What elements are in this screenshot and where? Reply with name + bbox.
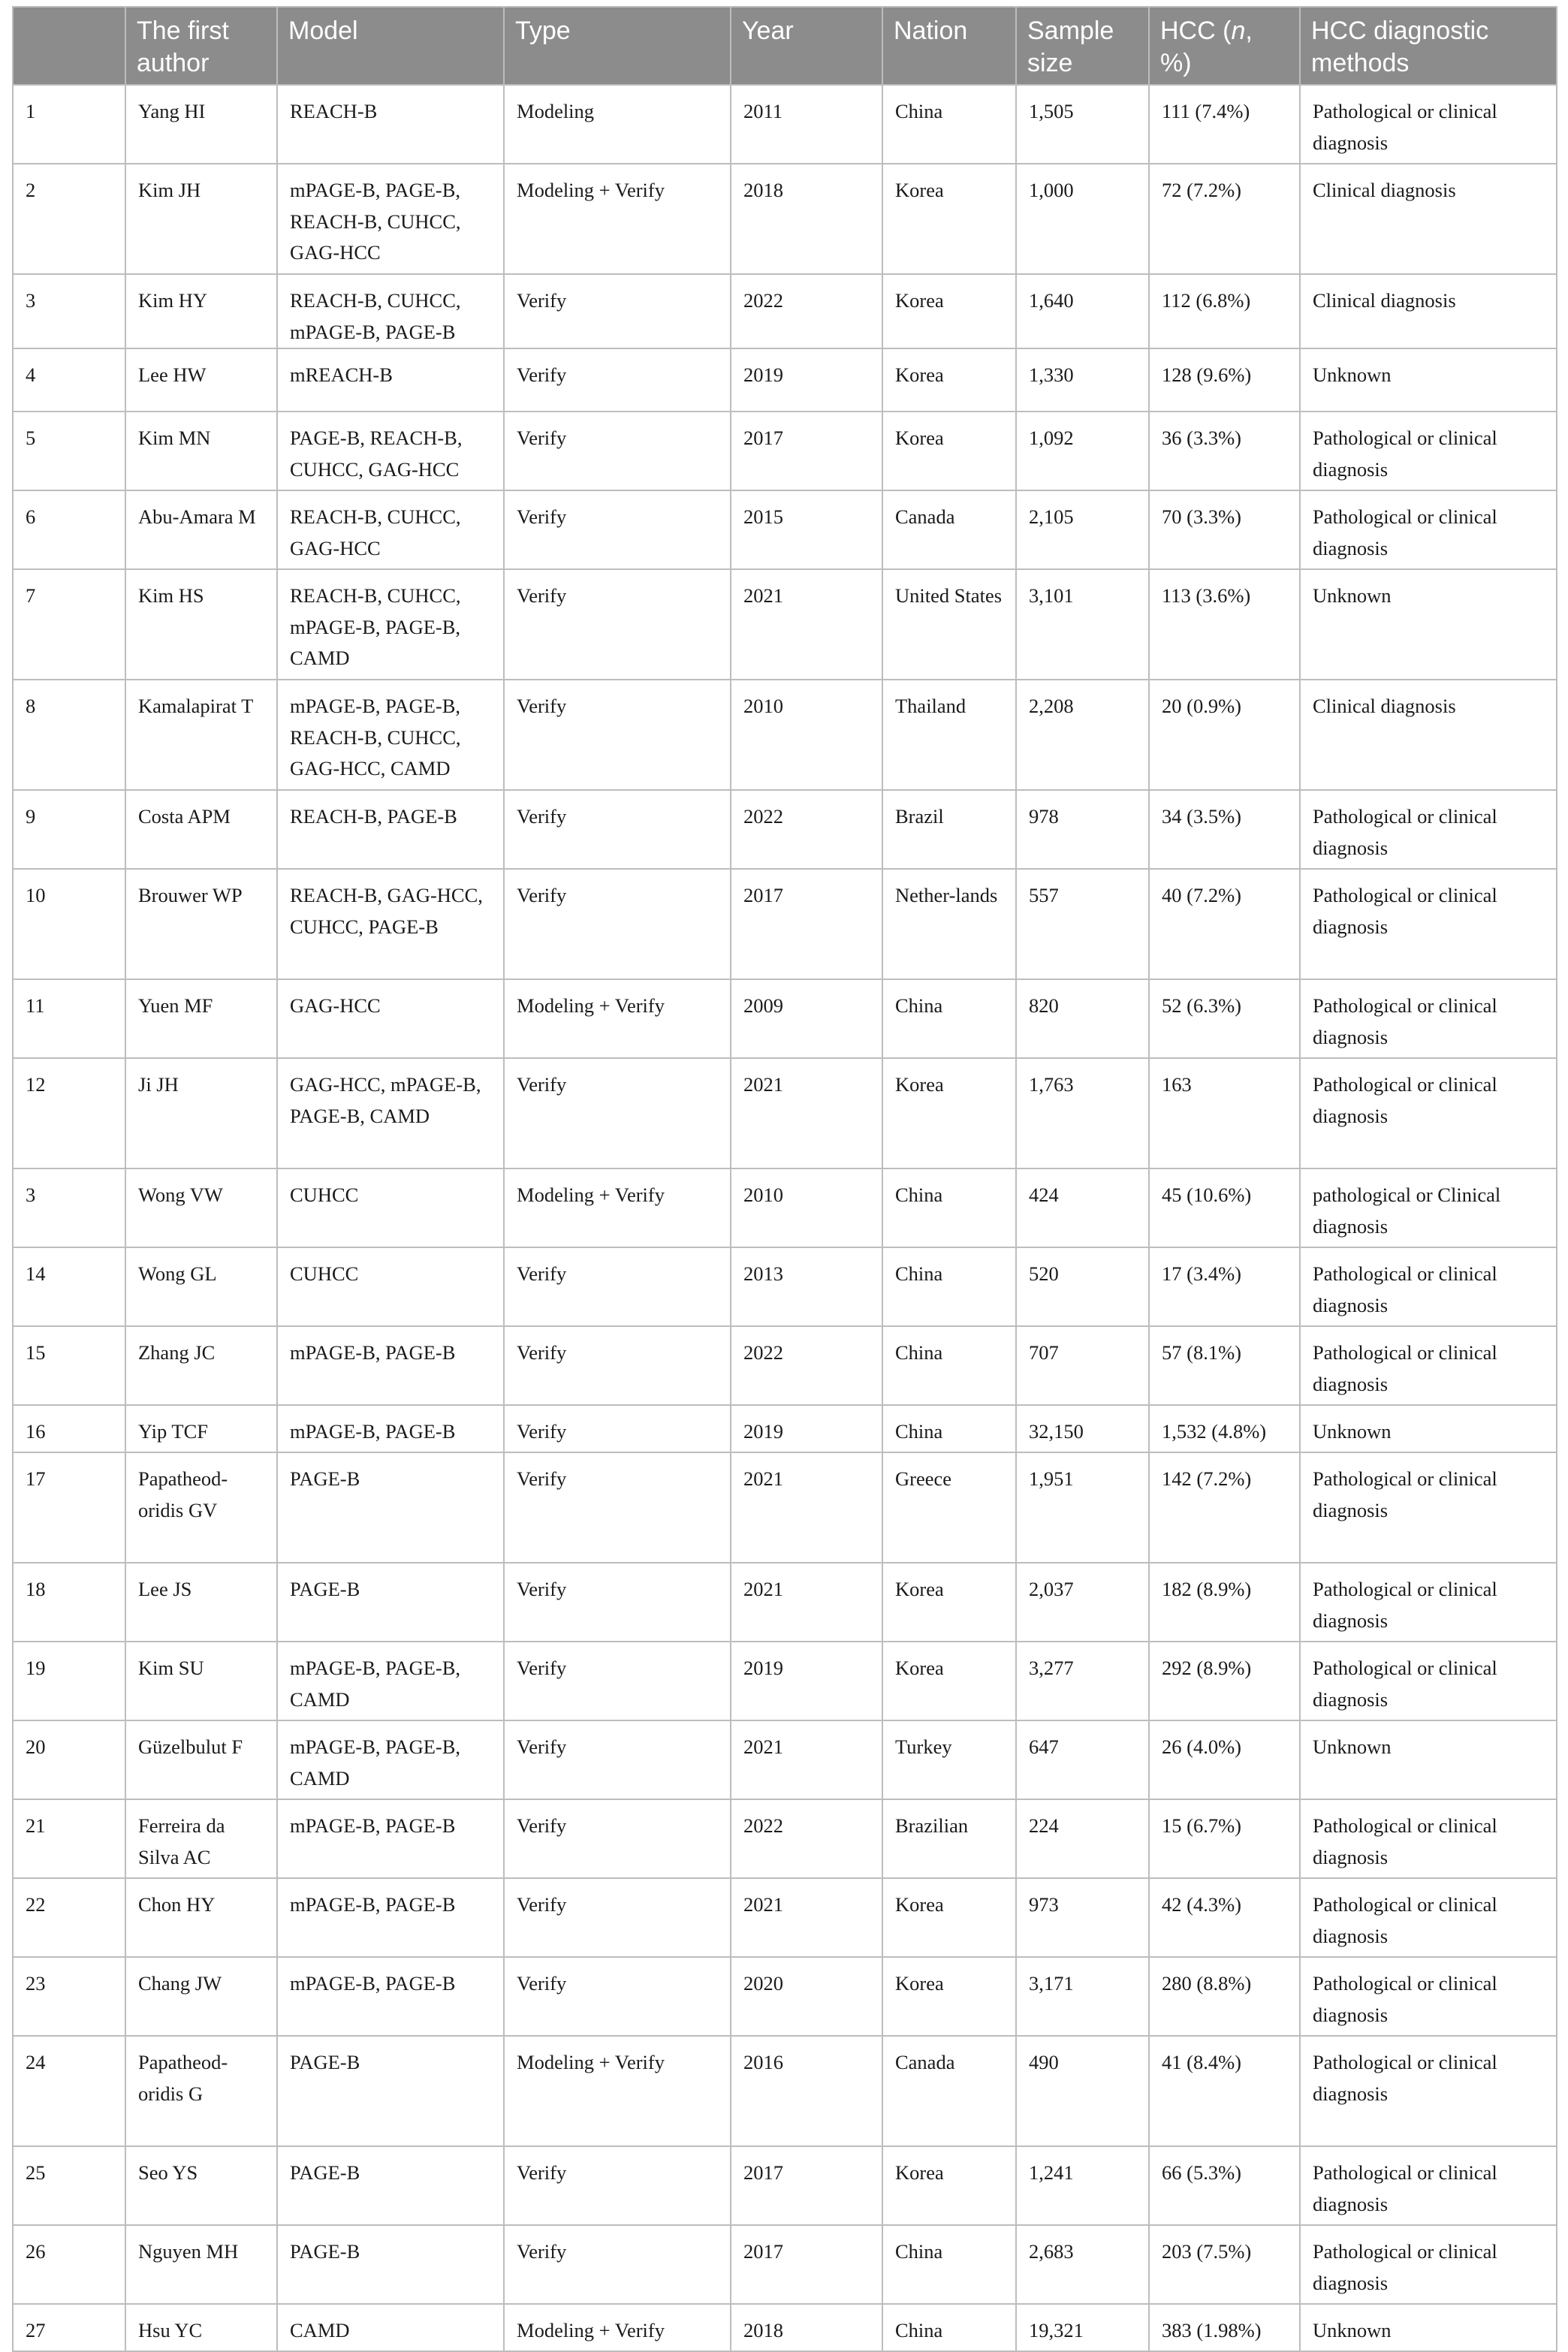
cell-index: 26 — [13, 2225, 125, 2304]
cell-type: Verify — [504, 1642, 731, 1720]
cell-diagnostic-methods: pathological or Clinical diagnosis — [1300, 1168, 1557, 1247]
cell-diagnostic-methods: Pathological or clinical diagnosis — [1300, 1799, 1557, 1878]
table-row — [13, 1168, 1557, 1247]
data-table — [12, 6, 1557, 2352]
cell-year: 2018 — [731, 164, 882, 274]
cell-index: 25 — [13, 2146, 125, 2225]
cell-type: Verify — [504, 274, 731, 348]
cell-diagnostic-methods: Unknown — [1300, 1720, 1557, 1799]
cell-year: 2017 — [731, 2146, 882, 2225]
cell-model: mPAGE-B, PAGE-B — [277, 1326, 504, 1405]
cell-diagnostic-methods: Pathological or clinical diagnosis — [1300, 2036, 1557, 2146]
cell-sample-size: 1,092 — [1016, 412, 1149, 490]
cell-first-author: Abu-Amara M — [125, 490, 277, 569]
cell-diagnostic-methods: Pathological or clinical diagnosis — [1300, 1878, 1557, 1957]
cell-first-author: Kamalapirat T — [125, 680, 277, 790]
table-row — [13, 2304, 1557, 2351]
cell-nation: Turkey — [882, 1720, 1016, 1799]
cell-model: REACH-B, CUHCC, mPAGE-B, PAGE-B, CAMD — [277, 569, 504, 680]
cell-first-author: Papatheod-oridis G — [125, 2036, 277, 2146]
cell-hcc: 383 (1.98%) — [1149, 2304, 1300, 2351]
cell-year: 2021 — [731, 1452, 882, 1563]
cell-model: GAG-HCC, mPAGE-B, PAGE-B, CAMD — [277, 1058, 504, 1168]
cell-first-author: Hsu YC — [125, 2304, 277, 2351]
cell-hcc: 45 (10.6%) — [1149, 1168, 1300, 1247]
cell-diagnostic-methods: Pathological or clinical diagnosis — [1300, 1563, 1557, 1642]
cell-hcc: 111 (7.4%) — [1149, 85, 1300, 164]
cell-nation: China — [882, 979, 1016, 1058]
cell-diagnostic-methods: Unknown — [1300, 2304, 1557, 2351]
cell-type: Verify — [504, 680, 731, 790]
cell-year: 2021 — [731, 1058, 882, 1168]
cell-hcc: 113 (3.6%) — [1149, 569, 1300, 680]
cell-diagnostic-methods: Pathological or clinical diagnosis — [1300, 1957, 1557, 2036]
cell-diagnostic-methods: Unknown — [1300, 569, 1557, 680]
cell-type: Verify — [504, 1720, 731, 1799]
header-diagnostic-methods: HCC diagnostic methods — [1300, 7, 1557, 85]
cell-hcc: 41 (8.4%) — [1149, 2036, 1300, 2146]
cell-year: 2019 — [731, 1405, 882, 1452]
cell-diagnostic-methods: Pathological or clinical diagnosis — [1300, 790, 1557, 869]
cell-type: Verify — [504, 1247, 731, 1326]
cell-model: mPAGE-B, PAGE-B, CAMD — [277, 1642, 504, 1720]
table-row — [13, 569, 1557, 680]
cell-year: 2017 — [731, 869, 882, 979]
cell-hcc: 112 (6.8%) — [1149, 274, 1300, 348]
cell-nation: China — [882, 1247, 1016, 1326]
cell-year: 2013 — [731, 1247, 882, 1326]
cell-first-author: Kim HS — [125, 569, 277, 680]
cell-hcc: 17 (3.4%) — [1149, 1247, 1300, 1326]
cell-hcc: 1,532 (4.8%) — [1149, 1405, 1300, 1452]
table-row — [13, 2225, 1557, 2304]
cell-nation: Korea — [882, 1563, 1016, 1642]
cell-hcc: 70 (3.3%) — [1149, 490, 1300, 569]
table-row — [13, 490, 1557, 569]
table-row — [13, 348, 1557, 412]
table-row — [13, 680, 1557, 790]
cell-nation: Korea — [882, 1642, 1016, 1720]
cell-sample-size: 424 — [1016, 1168, 1149, 1247]
cell-sample-size: 557 — [1016, 869, 1149, 979]
cell-type: Verify — [504, 490, 731, 569]
cell-year: 2021 — [731, 1878, 882, 1957]
cell-type: Modeling — [504, 85, 731, 164]
cell-year: 2020 — [731, 1957, 882, 2036]
cell-hcc: 182 (8.9%) — [1149, 1563, 1300, 1642]
cell-first-author: Yang HI — [125, 85, 277, 164]
cell-first-author: Güzelbulut F — [125, 1720, 277, 1799]
cell-year: 2011 — [731, 85, 882, 164]
cell-index: 24 — [13, 2036, 125, 2146]
cell-year: 2021 — [731, 1720, 882, 1799]
cell-index: 10 — [13, 869, 125, 979]
cell-nation: China — [882, 1168, 1016, 1247]
cell-model: mPAGE-B, PAGE-B, REACH-B, CUHCC, GAG-HCC, CAMD — [277, 680, 504, 790]
table-row — [13, 274, 1557, 348]
cell-index: 21 — [13, 1799, 125, 1878]
table-row — [13, 1957, 1557, 2036]
header-row — [13, 7, 1557, 85]
cell-index: 1 — [13, 85, 125, 164]
cell-first-author: Wong VW — [125, 1168, 277, 1247]
table-row — [13, 2146, 1557, 2225]
cell-first-author: Yip TCF — [125, 1405, 277, 1452]
cell-first-author: Yuen MF — [125, 979, 277, 1058]
table-row — [13, 1642, 1557, 1720]
header-hcc: HCC (n, %) — [1149, 7, 1300, 85]
cell-nation: China — [882, 1326, 1016, 1405]
cell-sample-size: 978 — [1016, 790, 1149, 869]
header-model: Model — [277, 7, 504, 85]
cell-first-author: Papatheod-oridis GV — [125, 1452, 277, 1563]
cell-diagnostic-methods: Clinical diagnosis — [1300, 164, 1557, 274]
cell-type: Verify — [504, 2225, 731, 2304]
cell-sample-size: 2,105 — [1016, 490, 1149, 569]
cell-index: 12 — [13, 1058, 125, 1168]
cell-index: 2 — [13, 164, 125, 274]
cell-model: PAGE-B — [277, 2146, 504, 2225]
cell-type: Verify — [504, 1799, 731, 1878]
cell-year: 2010 — [731, 1168, 882, 1247]
cell-diagnostic-methods: Pathological or clinical diagnosis — [1300, 1058, 1557, 1168]
cell-hcc: 203 (7.5%) — [1149, 2225, 1300, 2304]
cell-year: 2015 — [731, 490, 882, 569]
cell-hcc: 26 (4.0%) — [1149, 1720, 1300, 1799]
cell-sample-size: 224 — [1016, 1799, 1149, 1878]
cell-hcc: 292 (8.9%) — [1149, 1642, 1300, 1720]
cell-nation: Korea — [882, 412, 1016, 490]
cell-sample-size: 1,241 — [1016, 2146, 1149, 2225]
cell-sample-size: 647 — [1016, 1720, 1149, 1799]
cell-model: REACH-B, GAG-HCC, CUHCC, PAGE-B — [277, 869, 504, 979]
cell-type: Verify — [504, 1878, 731, 1957]
table-row — [13, 1878, 1557, 1957]
cell-index: 17 — [13, 1452, 125, 1563]
cell-sample-size: 2,208 — [1016, 680, 1149, 790]
cell-nation: Korea — [882, 1878, 1016, 1957]
cell-type: Modeling + Verify — [504, 164, 731, 274]
header-type: Type — [504, 7, 731, 85]
cell-year: 2021 — [731, 569, 882, 680]
cell-sample-size: 3,101 — [1016, 569, 1149, 680]
cell-model: GAG-HCC — [277, 979, 504, 1058]
cell-diagnostic-methods: Pathological or clinical diagnosis — [1300, 979, 1557, 1058]
cell-model: mPAGE-B, PAGE-B — [277, 1799, 504, 1878]
cell-index: 3 — [13, 274, 125, 348]
cell-model: mPAGE-B, PAGE-B — [277, 1957, 504, 2036]
table-row — [13, 1405, 1557, 1452]
header-index — [13, 7, 125, 85]
cell-index: 22 — [13, 1878, 125, 1957]
cell-type: Verify — [504, 412, 731, 490]
table-row — [13, 1563, 1557, 1642]
cell-first-author: Chang JW — [125, 1957, 277, 2036]
table-row — [13, 790, 1557, 869]
cell-nation: China — [882, 2304, 1016, 2351]
cell-year: 2022 — [731, 1799, 882, 1878]
cell-index: 23 — [13, 1957, 125, 2036]
cell-index: 14 — [13, 1247, 125, 1326]
table-row — [13, 2036, 1557, 2146]
cell-diagnostic-methods: Pathological or clinical diagnosis — [1300, 2225, 1557, 2304]
cell-first-author: Lee HW — [125, 348, 277, 412]
cell-year: 2022 — [731, 790, 882, 869]
cell-nation: Korea — [882, 274, 1016, 348]
cell-nation: Korea — [882, 2146, 1016, 2225]
cell-diagnostic-methods: Pathological or clinical diagnosis — [1300, 1452, 1557, 1563]
cell-type: Modeling + Verify — [504, 979, 731, 1058]
cell-first-author: Lee JS — [125, 1563, 277, 1642]
cell-year: 2018 — [731, 2304, 882, 2351]
cell-first-author: Nguyen MH — [125, 2225, 277, 2304]
cell-model: REACH-B, CUHCC, mPAGE-B, PAGE-B — [277, 274, 504, 348]
cell-sample-size: 1,640 — [1016, 274, 1149, 348]
cell-sample-size: 973 — [1016, 1878, 1149, 1957]
cell-year: 2022 — [731, 1326, 882, 1405]
cell-type: Verify — [504, 1058, 731, 1168]
cell-index: 4 — [13, 348, 125, 412]
cell-sample-size: 820 — [1016, 979, 1149, 1058]
table-row — [13, 1799, 1557, 1878]
cell-model: mREACH-B — [277, 348, 504, 412]
cell-hcc: 20 (0.9%) — [1149, 680, 1300, 790]
cell-model: PAGE-B — [277, 2036, 504, 2146]
cell-nation: China — [882, 85, 1016, 164]
cell-year: 2016 — [731, 2036, 882, 2146]
table-row — [13, 164, 1557, 274]
cell-sample-size: 1,000 — [1016, 164, 1149, 274]
cell-type: Modeling + Verify — [504, 1168, 731, 1247]
cell-index: 19 — [13, 1642, 125, 1720]
cell-diagnostic-methods: Pathological or clinical diagnosis — [1300, 412, 1557, 490]
cell-model: PAGE-B — [277, 1452, 504, 1563]
cell-diagnostic-methods: Pathological or clinical diagnosis — [1300, 1247, 1557, 1326]
cell-diagnostic-methods: Clinical diagnosis — [1300, 680, 1557, 790]
cell-hcc: 128 (9.6%) — [1149, 348, 1300, 412]
cell-type: Verify — [504, 790, 731, 869]
cell-nation: Korea — [882, 164, 1016, 274]
cell-diagnostic-methods: Pathological or clinical diagnosis — [1300, 85, 1557, 164]
cell-type: Verify — [504, 869, 731, 979]
cell-index: 8 — [13, 680, 125, 790]
cell-diagnostic-methods: Pathological or clinical diagnosis — [1300, 1642, 1557, 1720]
cell-type: Verify — [504, 348, 731, 412]
cell-hcc: 142 (7.2%) — [1149, 1452, 1300, 1563]
cell-hcc: 163 — [1149, 1058, 1300, 1168]
cell-model: mPAGE-B, PAGE-B, REACH-B, CUHCC, GAG-HCC — [277, 164, 504, 274]
table-row — [13, 979, 1557, 1058]
cell-index: 7 — [13, 569, 125, 680]
cell-first-author: Seo YS — [125, 2146, 277, 2225]
table-row — [13, 1058, 1557, 1168]
cell-nation: Korea — [882, 1058, 1016, 1168]
table-row — [13, 412, 1557, 490]
cell-diagnostic-methods: Pathological or clinical diagnosis — [1300, 1326, 1557, 1405]
cell-sample-size: 520 — [1016, 1247, 1149, 1326]
cell-nation: Brazil — [882, 790, 1016, 869]
cell-sample-size: 1,763 — [1016, 1058, 1149, 1168]
cell-year: 2019 — [731, 348, 882, 412]
cell-year: 2021 — [731, 1563, 882, 1642]
cell-type: Verify — [504, 2146, 731, 2225]
cell-model: mPAGE-B, PAGE-B, CAMD — [277, 1720, 504, 1799]
cell-index: 3 — [13, 1168, 125, 1247]
cell-diagnostic-methods: Pathological or clinical diagnosis — [1300, 490, 1557, 569]
cell-type: Verify — [504, 1405, 731, 1452]
cell-first-author: Kim SU — [125, 1642, 277, 1720]
cell-sample-size: 19,321 — [1016, 2304, 1149, 2351]
cell-year: 2017 — [731, 2225, 882, 2304]
cell-nation: United States — [882, 569, 1016, 680]
cell-model: PAGE-B, REACH-B, CUHCC, GAG-HCC — [277, 412, 504, 490]
cell-nation: Canada — [882, 490, 1016, 569]
cell-sample-size: 32,150 — [1016, 1405, 1149, 1452]
cell-type: Verify — [504, 1957, 731, 2036]
cell-sample-size: 2,683 — [1016, 2225, 1149, 2304]
cell-model: mPAGE-B, PAGE-B — [277, 1878, 504, 1957]
cell-type: Verify — [504, 1563, 731, 1642]
cell-sample-size: 2,037 — [1016, 1563, 1149, 1642]
table-row — [13, 85, 1557, 164]
cell-nation: Brazilian — [882, 1799, 1016, 1878]
cell-model: REACH-B, PAGE-B — [277, 790, 504, 869]
cell-type: Verify — [504, 1452, 731, 1563]
cell-first-author: Kim HY — [125, 274, 277, 348]
cell-nation: Thailand — [882, 680, 1016, 790]
table-row — [13, 1452, 1557, 1563]
cell-model: CUHCC — [277, 1247, 504, 1326]
cell-hcc: 280 (8.8%) — [1149, 1957, 1300, 2036]
cell-year: 2019 — [731, 1642, 882, 1720]
cell-index: 15 — [13, 1326, 125, 1405]
cell-diagnostic-methods: Pathological or clinical diagnosis — [1300, 869, 1557, 979]
cell-first-author: Ferreira da Silva AC — [125, 1799, 277, 1878]
cell-sample-size: 3,277 — [1016, 1642, 1149, 1720]
cell-nation: Korea — [882, 348, 1016, 412]
cell-model: mPAGE-B, PAGE-B — [277, 1405, 504, 1452]
cell-index: 5 — [13, 412, 125, 490]
cell-type: Modeling + Verify — [504, 2036, 731, 2146]
cell-type: Modeling + Verify — [504, 2304, 731, 2351]
table-row — [13, 1247, 1557, 1326]
cell-index: 27 — [13, 2304, 125, 2351]
cell-nation: China — [882, 2225, 1016, 2304]
cell-year: 2009 — [731, 979, 882, 1058]
cell-model: REACH-B — [277, 85, 504, 164]
cell-first-author: Ji JH — [125, 1058, 277, 1168]
cell-index: 18 — [13, 1563, 125, 1642]
cell-first-author: Wong GL — [125, 1247, 277, 1326]
cell-model: CUHCC — [277, 1168, 504, 1247]
header-sample-size: Sample size — [1016, 7, 1149, 85]
cell-hcc: 34 (3.5%) — [1149, 790, 1300, 869]
cell-first-author: Chon HY — [125, 1878, 277, 1957]
cell-hcc: 72 (7.2%) — [1149, 164, 1300, 274]
cell-index: 20 — [13, 1720, 125, 1799]
cell-first-author: Costa APM — [125, 790, 277, 869]
header-year: Year — [731, 7, 882, 85]
cell-diagnostic-methods: Clinical diagnosis — [1300, 274, 1557, 348]
cell-type: Verify — [504, 1326, 731, 1405]
cell-sample-size: 1,330 — [1016, 348, 1149, 412]
cell-sample-size: 707 — [1016, 1326, 1149, 1405]
table-row — [13, 869, 1557, 979]
cell-diagnostic-methods: Unknown — [1300, 348, 1557, 412]
cell-sample-size: 1,951 — [1016, 1452, 1149, 1563]
cell-year: 2017 — [731, 412, 882, 490]
cell-sample-size: 490 — [1016, 2036, 1149, 2146]
cell-model: PAGE-B — [277, 1563, 504, 1642]
cell-nation: Korea — [882, 1957, 1016, 2036]
cell-year: 2010 — [731, 680, 882, 790]
cell-index: 6 — [13, 490, 125, 569]
table-row — [13, 1326, 1557, 1405]
cell-nation: Canada — [882, 2036, 1016, 2146]
header-first-author: The first author — [125, 7, 277, 85]
cell-hcc: 15 (6.7%) — [1149, 1799, 1300, 1878]
cell-hcc: 52 (6.3%) — [1149, 979, 1300, 1058]
cell-first-author: Kim JH — [125, 164, 277, 274]
cell-hcc: 66 (5.3%) — [1149, 2146, 1300, 2225]
cell-index: 9 — [13, 790, 125, 869]
cell-index: 11 — [13, 979, 125, 1058]
cell-nation: China — [882, 1405, 1016, 1452]
cell-model: PAGE-B — [277, 2225, 504, 2304]
cell-sample-size: 1,505 — [1016, 85, 1149, 164]
cell-hcc: 42 (4.3%) — [1149, 1878, 1300, 1957]
cell-first-author: Zhang JC — [125, 1326, 277, 1405]
cell-model: CAMD — [277, 2304, 504, 2351]
cell-sample-size: 3,171 — [1016, 1957, 1149, 2036]
cell-first-author: Brouwer WP — [125, 869, 277, 979]
cell-hcc: 36 (3.3%) — [1149, 412, 1300, 490]
cell-hcc: 40 (7.2%) — [1149, 869, 1300, 979]
cell-first-author: Kim MN — [125, 412, 277, 490]
cell-hcc: 57 (8.1%) — [1149, 1326, 1300, 1405]
cell-year: 2022 — [731, 274, 882, 348]
cell-nation: Greece — [882, 1452, 1016, 1563]
cell-diagnostic-methods: Unknown — [1300, 1405, 1557, 1452]
table-row — [13, 1720, 1557, 1799]
header-nation: Nation — [882, 7, 1016, 85]
cell-type: Verify — [504, 569, 731, 680]
cell-nation: Nether-lands — [882, 869, 1016, 979]
cell-model: REACH-B, CUHCC, GAG-HCC — [277, 490, 504, 569]
cell-index: 16 — [13, 1405, 125, 1452]
cell-diagnostic-methods: Pathological or clinical diagnosis — [1300, 2146, 1557, 2225]
